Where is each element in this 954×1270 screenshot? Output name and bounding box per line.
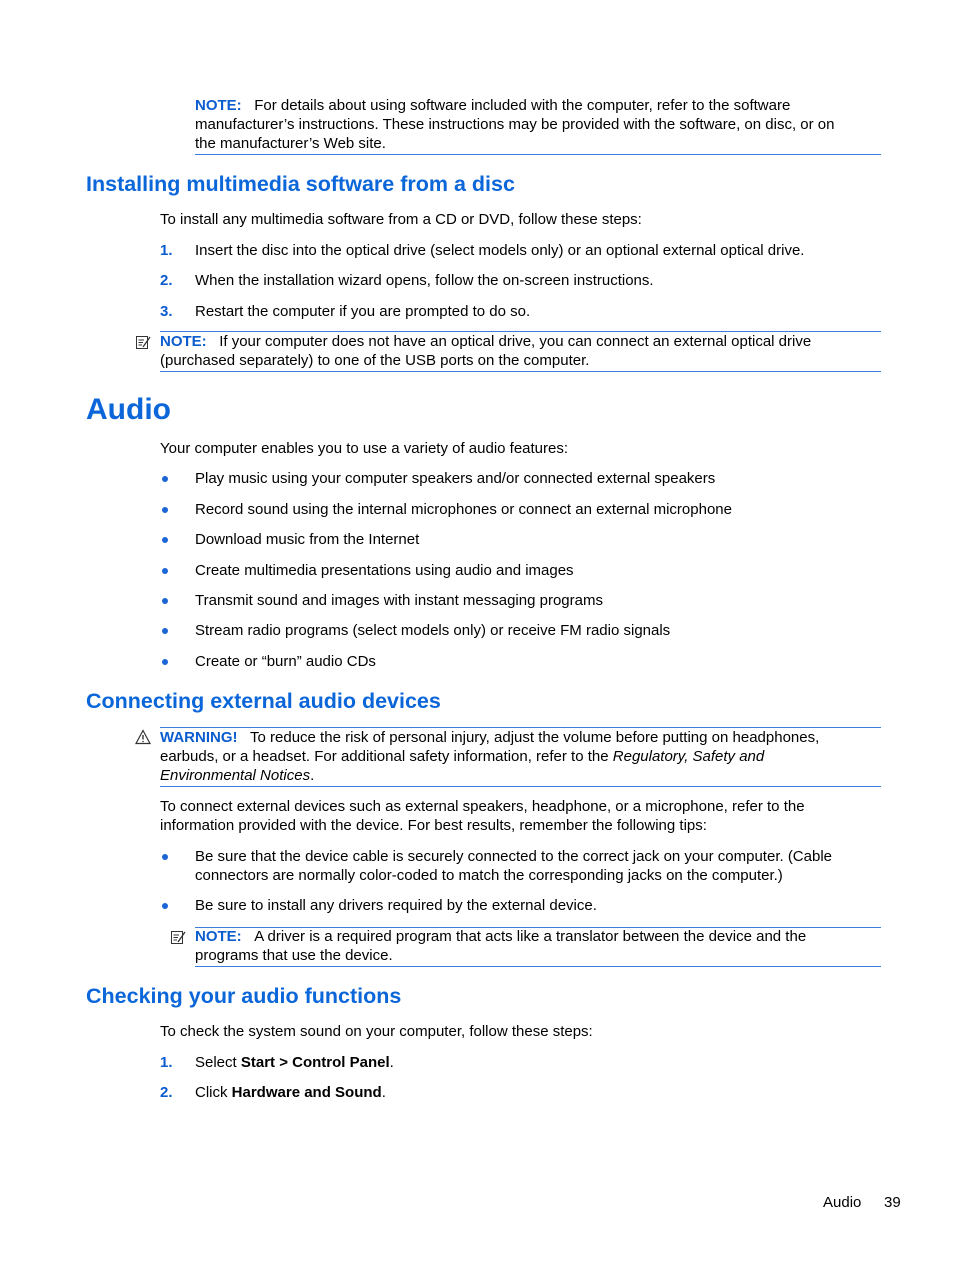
- audio-intro: Your computer enables you to use a variety of audio features:: [160, 440, 569, 457]
- note-top-line1: NOTE: For details about using software included with the computer, refer to the software: [195, 97, 791, 114]
- driver-note-line1: NOTE: A driver is a required program that acts like a translator between the device and the: [195, 928, 807, 945]
- note-top-rule: [195, 154, 881, 155]
- install-note-bottom-rule: [160, 371, 881, 372]
- install-note-line2: (purchased separately) to one of the USB ports on the computer.: [160, 352, 590, 369]
- warning-bottom-rule: [160, 786, 881, 787]
- bullet-icon: [162, 903, 168, 909]
- warning-line1: WARNING! To reduce the risk of personal injury, adjust the volume before putting on headphones,: [160, 729, 820, 746]
- driver-note-bottom-rule: [195, 966, 881, 967]
- note-top-line2: manufacturer’s instructions. These instructions may be provided with the software, on disc, or on: [195, 116, 835, 133]
- checking-intro: To check the system sound on your computer, follow these steps:: [160, 1023, 593, 1040]
- footer-page-number: 39: [884, 1194, 901, 1211]
- heading-connecting: Connecting external audio devices: [86, 689, 441, 713]
- bullet-icon: [162, 568, 168, 574]
- connecting-tip-1-line1: Be sure that the device cable is securely connected to the correct jack on your computer. (Cable: [195, 848, 833, 865]
- heading-installing: Installing multimedia software from a disc: [86, 172, 515, 196]
- audio-bullet-5: Transmit sound and images with instant messaging programs: [195, 592, 603, 609]
- connecting-tip-2: Be sure to install any drivers required by the external device.: [195, 897, 597, 914]
- audio-bullet-4: Create multimedia presentations using audio and images: [195, 562, 574, 579]
- connecting-intro: [160, 797, 885, 835]
- checking-step1-text: Select Start > Control Panel.: [195, 1054, 394, 1071]
- bullet-icon: [162, 854, 168, 860]
- audio-bullet-6: Stream radio programs (select models only) or receive FM radio signals: [195, 622, 671, 639]
- bullet-icon: [162, 628, 168, 634]
- note-icon: [135, 334, 151, 350]
- warning-icon: [135, 729, 151, 745]
- install-intro: To install any multimedia software from a CD or DVD, follow these steps:: [160, 211, 642, 228]
- install-step3-number: 3.: [160, 303, 173, 320]
- install-step1-number: 1.: [160, 242, 173, 259]
- checking-step2-number: 2.: [160, 1084, 173, 1101]
- connecting-intro-line1: To connect external devices such as external speakers, headphone, or a microphone, refer to the: [160, 798, 805, 815]
- audio-bullet-7: Create or “burn” audio CDs: [195, 653, 376, 670]
- note-label: NOTE:: [195, 928, 242, 945]
- audio-bullet-1: Play music using your computer speakers and/or connected external speakers: [195, 470, 716, 487]
- warning-line3: Environmental Notices.: [160, 767, 315, 784]
- audio-bullet-2: Record sound using the internal microphones or connect an external microphone: [195, 501, 732, 518]
- checking-step2-text: Click Hardware and Sound.: [195, 1084, 386, 1101]
- note-icon: [170, 929, 186, 945]
- connecting-intro-line2: information provided with the device. For best results, remember the following tips:: [160, 817, 707, 834]
- note-label: NOTE:: [160, 333, 207, 350]
- note-label: NOTE:: [195, 97, 242, 114]
- warning-line2: earbuds, or a headset. For additional safety information, refer to the Regulatory, Safety and: [160, 748, 765, 765]
- heading-audio: Audio: [86, 393, 171, 426]
- warning-label: WARNING!: [160, 729, 238, 746]
- footer-section: Audio: [823, 1194, 862, 1211]
- connecting-tip-1: [195, 847, 885, 885]
- bullet-icon: [162, 476, 168, 482]
- audio-bullet-3: Download music from the Internet: [195, 531, 420, 548]
- warning-box: [160, 728, 885, 785]
- note-top: [195, 96, 885, 153]
- checking-step1-number: 1.: [160, 1054, 173, 1071]
- install-note: [160, 332, 885, 370]
- bullet-icon: [162, 507, 168, 513]
- install-note-line1: NOTE: If your computer does not have an optical drive, you can connect an external optical drive: [160, 333, 812, 350]
- install-step2-number: 2.: [160, 272, 173, 289]
- heading-checking: Checking your audio functions: [86, 984, 402, 1008]
- driver-note: [195, 927, 885, 965]
- note-top-line3: the manufacturer’s Web site.: [195, 135, 386, 152]
- driver-note-line2: programs that use the device.: [195, 947, 393, 964]
- bullet-icon: [162, 537, 168, 543]
- install-step3-text: Restart the computer if you are prompted to do so.: [195, 303, 531, 320]
- bullet-icon: [162, 598, 168, 604]
- install-step1-text: Insert the disc into the optical drive (select models only) or an optional external optical drive.: [195, 242, 805, 259]
- install-step2-text: When the installation wizard opens, follow the on-screen instructions.: [195, 272, 654, 289]
- bullet-icon: [162, 659, 168, 665]
- connecting-tip-1-line2: connectors are normally color-coded to match the corresponding jacks on the computer.): [195, 867, 783, 884]
